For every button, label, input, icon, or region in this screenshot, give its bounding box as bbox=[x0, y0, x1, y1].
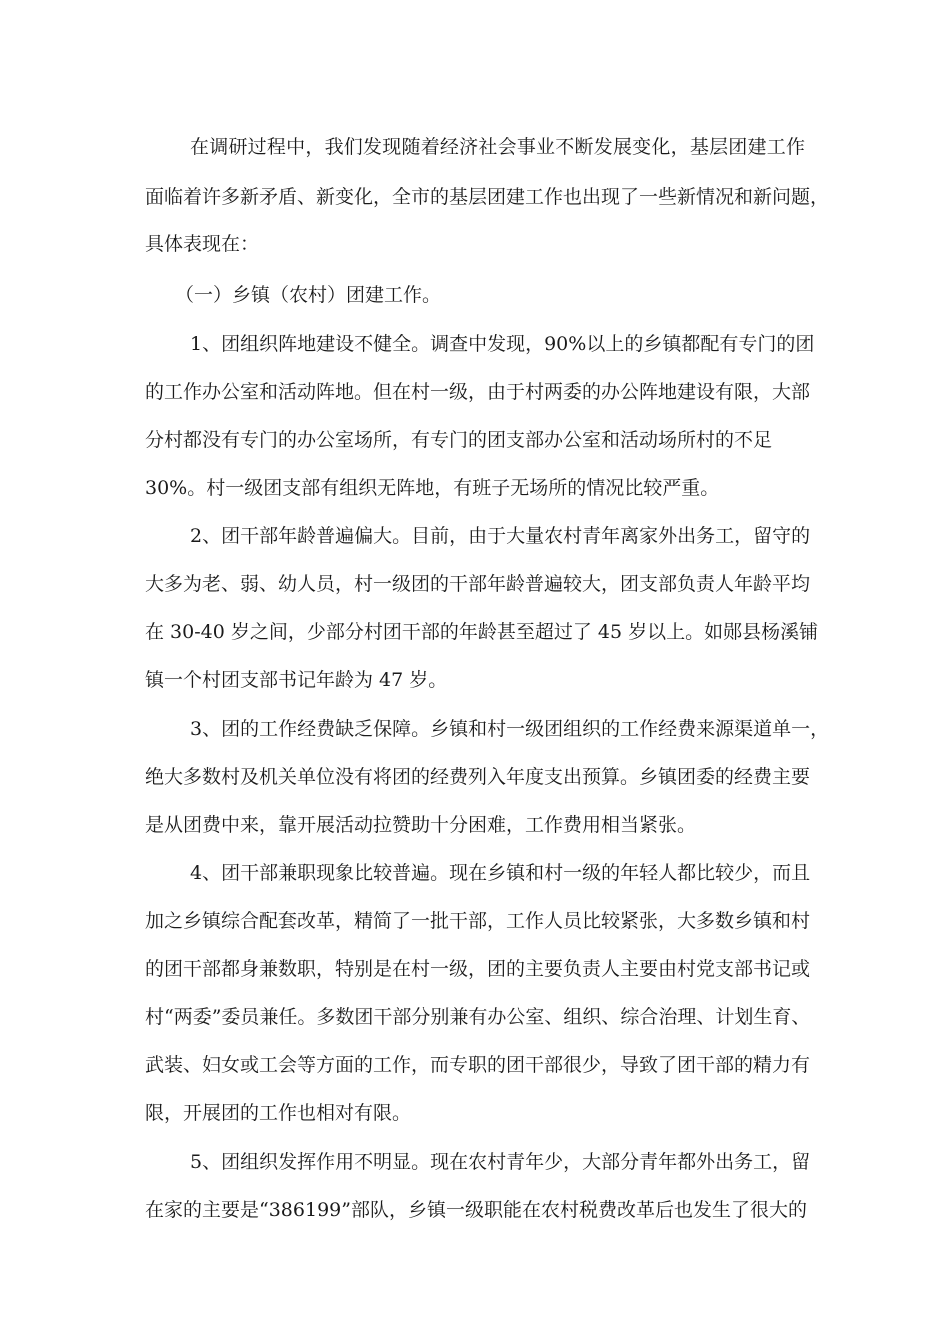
paragraph-line: 限，开展团的工作也相对有限。 bbox=[145, 1102, 412, 1124]
paragraph-line: 1、团组织阵地建设不健全。调查中发现，90%以上的乡镇都配有专门的团 bbox=[190, 333, 815, 355]
paragraph-line: 的工作办公室和活动阵地。但在村一级，由于村两委的办公阵地建设有限，大部 bbox=[145, 381, 811, 403]
section-heading: （一）乡镇（农村）团建工作。 bbox=[175, 284, 442, 306]
paragraph-line: 具体表现在： bbox=[145, 233, 260, 255]
paragraph-line: 镇一个村团支部书记年龄为 47 岁。 bbox=[145, 669, 448, 691]
paragraph-line: 在家的主要是“386199”部队，乡镇一级职能在农村税费改革后也发生了很大的 bbox=[145, 1199, 807, 1221]
paragraph-line: 30%。村一级团支部有组织无阵地，有班子无场所的情况比较严重。 bbox=[145, 477, 720, 499]
paragraph-line: 是从团费中来，靠开展活动拉赞助十分困难，工作费用相当紧张。 bbox=[145, 814, 697, 836]
paragraph-line: 在 30-40 岁之间，少部分村团干部的年龄甚至超过了 45 岁以上。如郧县杨溪铺 bbox=[145, 621, 819, 643]
paragraph-line: 2、团干部年龄普遍偏大。目前，由于大量农村青年离家外出务工，留守的 bbox=[190, 525, 811, 547]
paragraph-line: 村“两委”委员兼任。多数团干部分别兼有办公室、组织、综合治理、计划生育、 bbox=[145, 1006, 811, 1028]
paragraph-line: 在调研过程中，我们发现随着经济社会事业不断发展变化，基层团建工作 bbox=[190, 136, 805, 158]
paragraph-line: 武装、妇女或工会等方面的工作，而专职的团干部很少，导致了团干部的精力有 bbox=[145, 1054, 811, 1076]
paragraph-line: 加之乡镇综合配套改革，精简了一批干部，工作人员比较紧张，大多数乡镇和村 bbox=[145, 910, 811, 932]
paragraph-line: 4、团干部兼职现象比较普遍。现在乡镇和村一级的年轻人都比较少，而且 bbox=[190, 862, 811, 884]
paragraph-line: 面临着许多新矛盾、新变化，全市的基层团建工作也出现了一些新情况和新问题， bbox=[145, 186, 830, 208]
paragraph-line: 大多为老、弱、幼人员，村一级团的干部年龄普遍较大，团支部负责人年龄平均 bbox=[145, 573, 811, 595]
paragraph-line: 的团干部都身兼数职，特别是在村一级，团的主要负责人主要由村党支部书记或 bbox=[145, 958, 811, 980]
paragraph-line: 绝大多数村及机关单位没有将团的经费列入年度支出预算。乡镇团委的经费主要 bbox=[145, 766, 811, 788]
paragraph-line: 5、团组织发挥作用不明显。现在农村青年少，大部分青年都外出务工，留 bbox=[190, 1151, 811, 1173]
paragraph-line: 3、团的工作经费缺乏保障。乡镇和村一级团组织的工作经费来源渠道单一， bbox=[190, 718, 830, 740]
paragraph-line: 分村都没有专门的办公室场所，有专门的团支部办公室和活动场所村的不足 bbox=[145, 429, 773, 451]
